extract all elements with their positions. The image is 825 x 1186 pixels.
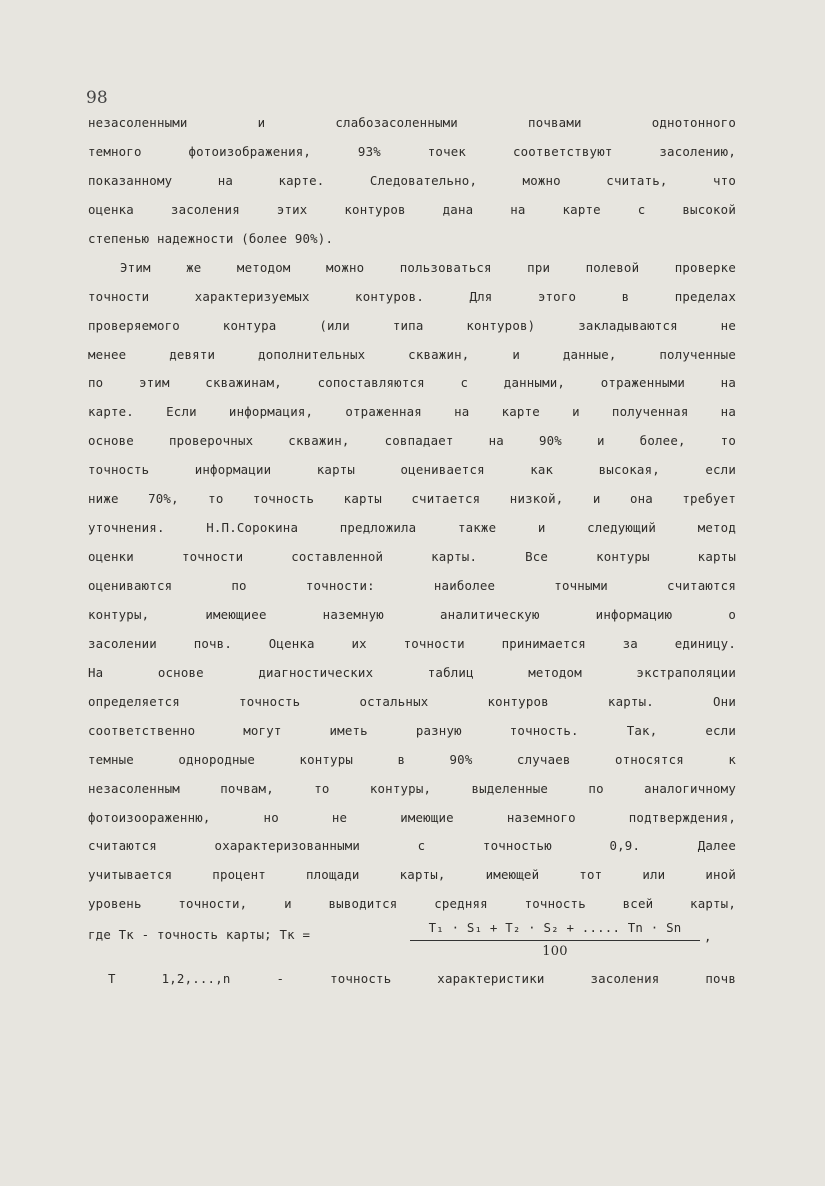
paragraph-start-line: Этим же методом можно пользоваться при полевой проверке xyxy=(120,259,736,275)
text-line: соответственно могут иметь разную точность. Так, если xyxy=(88,722,736,738)
text-line: проверяемого контура (или типа контуров) закладываются не xyxy=(88,317,736,333)
text-line: менее девяти дополнительных скважин, и данные, полученные xyxy=(88,346,736,362)
text-line: точности характеризуемых контуров. Для этого в пределах xyxy=(88,288,736,304)
text-line: контуры, имеющиее наземную аналитическую информацию о xyxy=(88,606,736,622)
text-line: засолении почв. Оценка их точности принимается за единицу. xyxy=(88,635,736,651)
text-line: незасоленными и слабозасоленными почвами однотонного xyxy=(88,115,736,130)
text-line: показанному на карте. Следовательно, можно считать, что xyxy=(88,172,736,188)
text-line: считаются охарактеризованными с точностью 0,9. Далее xyxy=(88,838,736,854)
text-line: учитывается процент площади карты, имеющей тот или иной xyxy=(88,867,736,883)
body-text xyxy=(88,109,736,993)
text-line: точность информации карты оценивается как высокая, если xyxy=(88,462,736,478)
formula-prefix: где Тк - точность карты; Тк = xyxy=(88,927,311,943)
text-line: определяется точность остальных контуров карты. Они xyxy=(88,693,736,709)
text-line: темного фотоизображения, 93% точек соответствуют засолению, xyxy=(88,143,736,159)
formula-denominator: 100 xyxy=(542,944,568,960)
text-line: степенью надежности (более 90%). xyxy=(88,230,334,246)
text-line: уровень точности, и выводится средняя точность всей карты, xyxy=(88,896,736,912)
accuracy-formula xyxy=(410,917,700,959)
text-line: темные однородные контуры в 90% случаев относятся к xyxy=(88,751,736,767)
text-line: оценка засоления этих контуров дана на карте с высокой xyxy=(88,201,736,217)
text-line: основе проверочных скважин, совпадает на 90% и более, то xyxy=(88,433,736,449)
text-line: уточнения. Н.П.Сорокина предложила также и следующий метод xyxy=(88,520,736,536)
formula-numerator: T₁ · S₁ + T₂ · S₂ + ..... Tn · Sn xyxy=(428,920,682,936)
text-line: фотоизоораженню, но не имеющие наземного подтверждения, xyxy=(88,809,736,825)
text-line-final: Т 1,2,...,n - точность характеристики засоления почв xyxy=(108,971,736,987)
fraction-bar xyxy=(410,940,700,941)
text-line: незасоленным почвам, то контуры, выделенные по аналогичному xyxy=(88,780,736,796)
text-line: оцениваются по точности: наиболее точными считаются xyxy=(88,578,736,593)
text-line: по этим скважинам, сопоставляются с данными, отраженными на xyxy=(88,375,736,391)
formula-suffix: , xyxy=(704,929,712,945)
page-number: 98 xyxy=(86,88,108,108)
text-line: оценки точности составленной карты. Все контуры карты xyxy=(88,549,736,565)
formula-line xyxy=(88,921,736,965)
text-line: На основе диагностических таблиц методом экстраполяции xyxy=(88,664,736,680)
text-line: ниже 70%, то точность карты считается низкой, и она требует xyxy=(88,491,736,507)
text-line: карте. Если информация, отраженная на карте и полученная на xyxy=(88,404,736,420)
